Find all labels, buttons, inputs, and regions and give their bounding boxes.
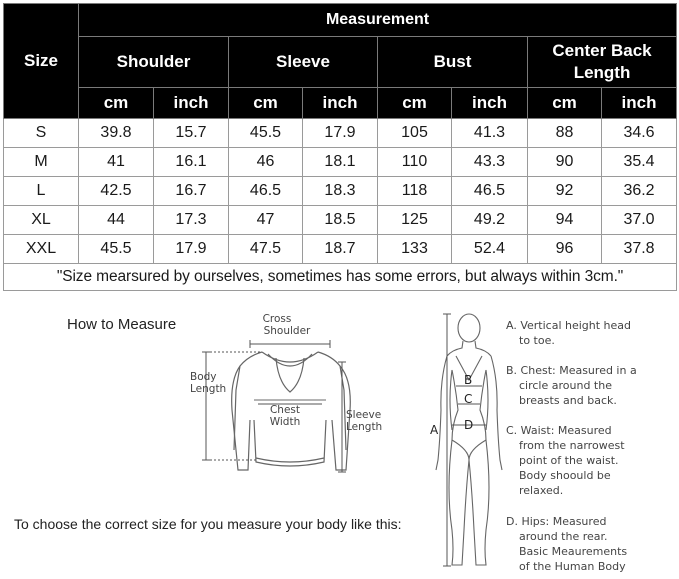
note-c (506, 423, 676, 498)
value-cell: 105 (378, 119, 452, 148)
value-cell: 35.4 (602, 148, 677, 177)
note-a-first: A. Vertical height head (506, 319, 632, 332)
value-cell: 94 (528, 206, 602, 235)
note-b-first: B. Chest: Measured in a (506, 364, 637, 377)
letter-d: D (464, 418, 474, 432)
size-cell: XL (4, 206, 79, 235)
value-cell: 46.5 (229, 177, 303, 206)
body-length-label-2: Length (190, 383, 227, 395)
value-cell: 34.6 (602, 119, 677, 148)
chest-width-label-1: Chest (269, 404, 301, 416)
size-cell: M (4, 148, 79, 177)
sleeve-length-label-2: Length (346, 421, 383, 433)
value-cell: 45.5 (79, 235, 154, 264)
value-cell: 18.7 (303, 235, 378, 264)
sleeve-length-label-1: Sleeve (346, 409, 382, 421)
value-cell: 16.1 (154, 148, 229, 177)
letter-a: A (430, 423, 439, 437)
size-row-xxl (4, 235, 677, 264)
size-header: Size (4, 4, 79, 119)
value-cell: 43.3 (452, 148, 528, 177)
note-d (506, 514, 676, 574)
size-row-s (4, 119, 677, 148)
value-cell: 17.9 (303, 119, 378, 148)
value-cell: 36.2 (602, 177, 677, 206)
value-cell: 118 (378, 177, 452, 206)
letter-b: B (464, 373, 473, 387)
value-cell: 41.3 (452, 119, 528, 148)
value-cell: 47 (229, 206, 303, 235)
size-row-l (4, 177, 677, 206)
group-header-bust: Bust (378, 37, 528, 88)
unit-header: inch (303, 88, 378, 119)
note-d-line: around the rear. (519, 530, 608, 543)
size-chart-table (3, 3, 677, 291)
value-cell: 125 (378, 206, 452, 235)
note-d-line: of the Human Body (519, 560, 626, 573)
choose-size-instruction: To choose the correct size for you measure your body like this: (14, 516, 402, 532)
value-cell: 45.5 (229, 119, 303, 148)
value-cell: 96 (528, 235, 602, 264)
unit-header: cm (528, 88, 602, 119)
value-cell: 18.1 (303, 148, 378, 177)
group-header-sleeve: Sleeve (229, 37, 378, 88)
chest-width-label-2: Width (269, 416, 301, 428)
cross-shoulder-arrow (250, 340, 330, 348)
note-c-line: point of the waist. (519, 454, 619, 467)
value-cell: 49.2 (452, 206, 528, 235)
note-a (506, 318, 676, 348)
note-b (506, 363, 676, 408)
value-cell: 52.4 (452, 235, 528, 264)
value-cell: 41 (79, 148, 154, 177)
unit-header: cm (378, 88, 452, 119)
note-c-line: Body shoould be (519, 469, 611, 482)
measurement-note: "Size mearsured by ourselves, sometimes has some errors, but always within 3cm." (4, 264, 677, 291)
letter-c: C (464, 392, 473, 406)
body-length-label-1: Body (190, 371, 217, 383)
note-b-line: breasts and back. (519, 394, 617, 407)
size-cell: L (4, 177, 79, 206)
note-d-first: D. Hips: Measured (506, 515, 607, 528)
value-cell: 92 (528, 177, 602, 206)
cross-shoulder-label-2: Shoulder (263, 325, 311, 337)
value-cell: 18.5 (303, 206, 378, 235)
group-header-shoulder: Shoulder (79, 37, 229, 88)
how-to-measure-title: How to Measure (67, 316, 177, 333)
body-figure-illustration (436, 314, 502, 565)
value-cell: 37.8 (602, 235, 677, 264)
value-cell: 17.9 (154, 235, 229, 264)
value-cell: 37.0 (602, 206, 677, 235)
value-cell: 47.5 (229, 235, 303, 264)
value-cell: 16.7 (154, 177, 229, 206)
note-d-line: Basic Meaurements (519, 545, 628, 558)
value-cell: 44 (79, 206, 154, 235)
measurement-header: Measurement (79, 4, 677, 37)
size-row-xl (4, 206, 677, 235)
note-b-line: circle around the (519, 379, 612, 392)
note-a-line: to toe. (519, 334, 555, 347)
value-cell: 46 (229, 148, 303, 177)
value-cell: 90 (528, 148, 602, 177)
group-header-center-back-length: Center Back Length (528, 37, 677, 88)
value-cell: 46.5 (452, 177, 528, 206)
note-c-line: from the narrowest (519, 439, 625, 452)
value-cell: 39.8 (79, 119, 154, 148)
cross-shoulder-label-1: Cross (262, 313, 292, 325)
value-cell: 18.3 (303, 177, 378, 206)
unit-header: inch (452, 88, 528, 119)
value-cell: 15.7 (154, 119, 229, 148)
note-c-line: relaxed. (519, 484, 564, 497)
unit-header: inch (602, 88, 677, 119)
value-cell: 110 (378, 148, 452, 177)
size-rows (4, 119, 677, 264)
unit-header: cm (229, 88, 303, 119)
value-cell: 133 (378, 235, 452, 264)
value-cell: 88 (528, 119, 602, 148)
size-cell: XXL (4, 235, 79, 264)
size-row-m (4, 148, 677, 177)
value-cell: 17.3 (154, 206, 229, 235)
unit-header: inch (154, 88, 229, 119)
value-cell: 42.5 (79, 177, 154, 206)
unit-header: cm (79, 88, 154, 119)
note-c-first: C. Waist: Measured (506, 424, 612, 437)
size-cell: S (4, 119, 79, 148)
